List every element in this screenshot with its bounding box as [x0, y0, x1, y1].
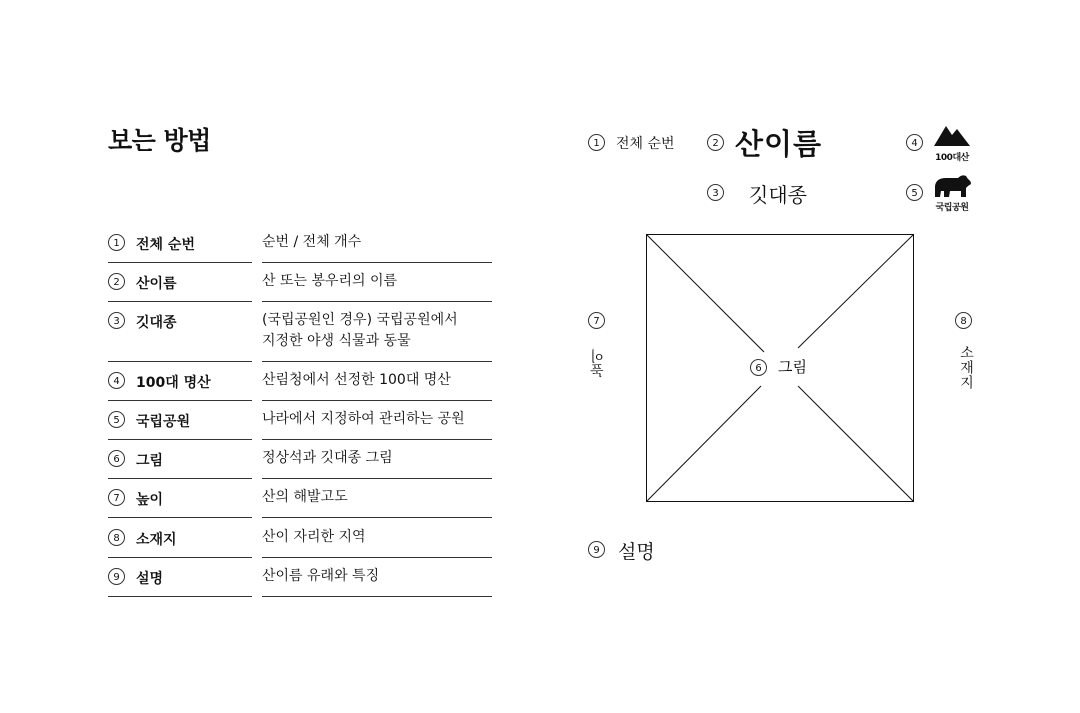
divider: [108, 557, 252, 558]
legend-term: 100대 명산: [136, 375, 211, 391]
picture-label: 그림: [778, 358, 807, 376]
national-park-badge: [932, 172, 972, 213]
legend-term: 높이: [136, 492, 164, 508]
divider: [262, 478, 492, 479]
location-label: 소재지: [958, 345, 974, 390]
divider: [108, 361, 252, 362]
number-badge: 8: [108, 529, 125, 546]
divider: [262, 301, 492, 302]
mountain-icon: [932, 123, 972, 147]
legend-desc: 산이 자리한 지역: [262, 529, 366, 545]
number-badge: 1: [588, 134, 605, 151]
number-badge: 9: [588, 541, 605, 558]
number-badge: 7: [588, 312, 605, 329]
legend-term: 산이름: [136, 276, 177, 292]
number-badge: 6: [750, 359, 767, 376]
legend-desc: 산림청에서 선정한 100대 명산: [262, 372, 451, 388]
legend-desc: 산의 해발고도: [262, 489, 348, 505]
mountain-name-label: 산이름: [735, 127, 823, 161]
divider: [262, 439, 492, 440]
divider: [262, 400, 492, 401]
divider: [108, 400, 252, 401]
legend-desc: 지정한 야생 식물과 동물: [262, 333, 411, 349]
number-badge: 9: [108, 568, 125, 585]
legend-desc: 순번 / 전체 개수: [262, 234, 362, 250]
number-badge: 7: [108, 489, 125, 506]
number-badge: 5: [906, 184, 923, 201]
number-badge: 5: [108, 411, 125, 428]
divider: [262, 361, 492, 362]
number-badge: 3: [707, 184, 724, 201]
number-badge: 6: [108, 450, 125, 467]
description-label: 설명: [618, 541, 655, 563]
divider: [262, 557, 492, 558]
bear-icon: [932, 172, 972, 198]
legend-desc: (국립공원인 경우) 국립공원에서: [262, 312, 458, 328]
legend-term: 국립공원: [136, 414, 191, 430]
number-badge: 3: [108, 312, 125, 329]
total-number-label: 전체 순번: [616, 136, 675, 152]
number-badge: 4: [108, 372, 125, 389]
number-badge: 2: [707, 134, 724, 151]
height-label: 높이: [590, 348, 606, 378]
divider: [108, 517, 252, 518]
number-badge: 8: [955, 312, 972, 329]
divider: [108, 478, 252, 479]
divider: [262, 262, 492, 263]
legend-term: 전체 순번: [136, 237, 195, 253]
top-100-badge-label: 100대산: [935, 153, 969, 163]
legend-desc: 산이름 유래와 특징: [262, 568, 380, 584]
top-100-mountain-badge: [932, 123, 972, 163]
legend-desc: 나라에서 지정하여 관리하는 공원: [262, 411, 465, 427]
number-badge: 4: [906, 134, 923, 151]
number-badge: 2: [108, 273, 125, 290]
page-title: 보는 방법: [108, 126, 211, 155]
legend-term: 깃대종: [136, 315, 177, 331]
legend-term: 소재지: [136, 532, 177, 548]
divider: [108, 262, 252, 263]
national-park-badge-label: 국립공원: [935, 203, 969, 213]
flagship-species-label: 깃대종: [749, 183, 807, 207]
legend-term: 그림: [136, 453, 164, 469]
legend-term: 설명: [136, 571, 164, 587]
legend-desc: 산 또는 봉우리의 이름: [262, 273, 398, 289]
divider: [262, 596, 492, 597]
divider: [108, 596, 252, 597]
legend-desc: 정상석과 깃대종 그림: [262, 450, 393, 466]
divider: [108, 301, 252, 302]
divider: [108, 439, 252, 440]
divider: [262, 517, 492, 518]
number-badge: 1: [108, 234, 125, 251]
